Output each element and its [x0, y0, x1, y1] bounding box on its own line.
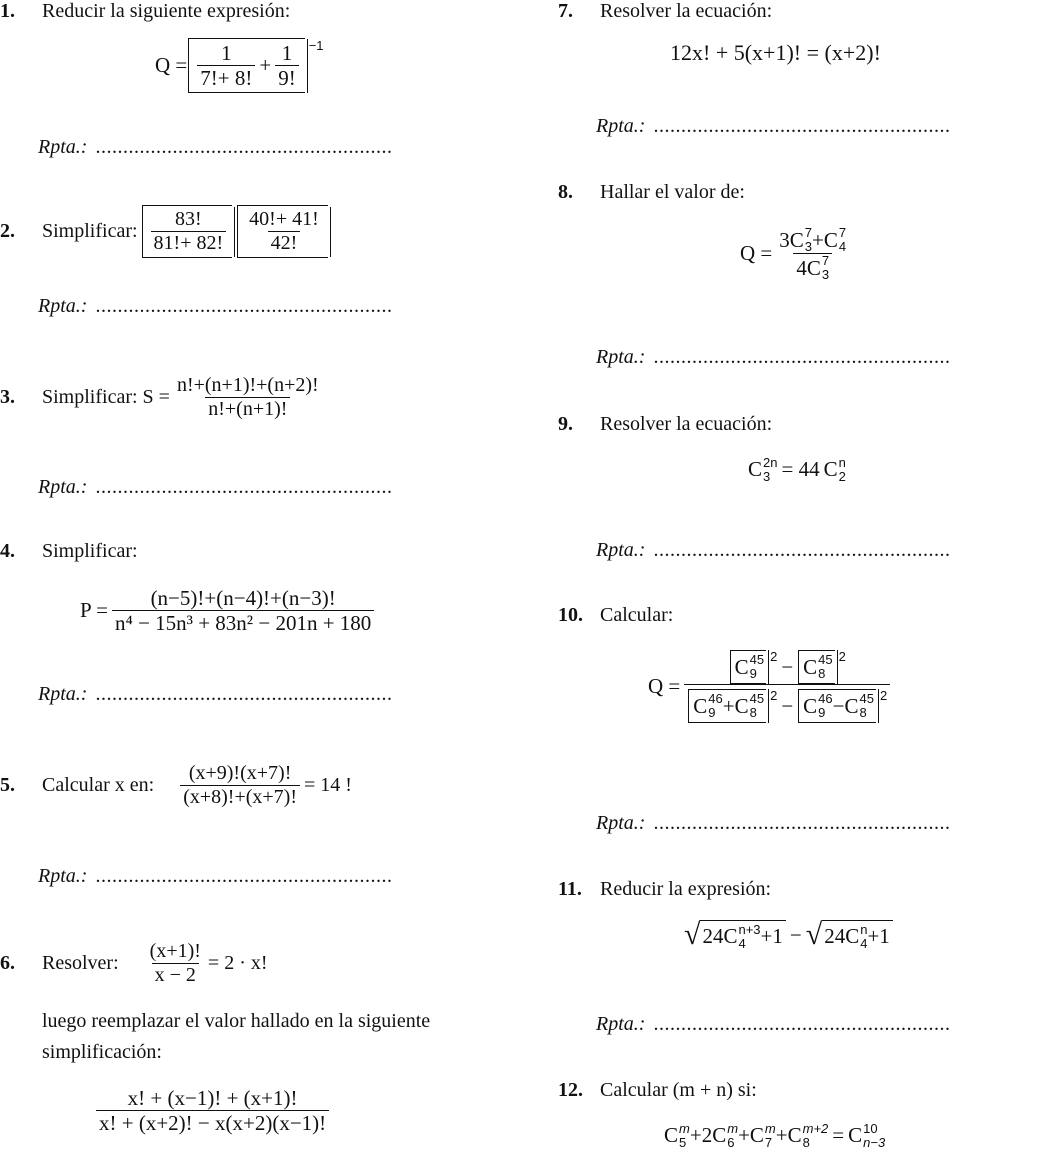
formula-lhs: Q = [740, 241, 773, 266]
coefficient: 3 [779, 227, 790, 252]
problem-number: 2. [0, 220, 15, 242]
bracket-group [798, 689, 876, 722]
combination [803, 692, 832, 719]
answer-line-11 [596, 1013, 950, 1036]
indices [727, 1122, 738, 1149]
subscript: 9 [749, 666, 757, 681]
fraction [246, 208, 322, 255]
numerator [726, 650, 849, 684]
problem-7-heading [558, 0, 772, 23]
subscript: 3 [804, 238, 813, 254]
bracket-group [730, 650, 766, 683]
indices [860, 692, 874, 719]
problem-title: Calcular: [600, 604, 674, 626]
fraction [174, 374, 322, 421]
numerator: (x+1)! [149, 940, 201, 962]
formula-lhs: Q = [155, 53, 188, 78]
superscript: 10 [863, 1121, 878, 1136]
plus-sign: + [722, 693, 735, 718]
answer-dots: ...................................................... [95, 683, 393, 705]
subscript: 6 [727, 1134, 735, 1150]
denominator: n!+(n+1)! [205, 397, 290, 421]
problem-number: 8. [558, 181, 573, 203]
problem-number: 11. [558, 878, 582, 900]
indices [860, 923, 867, 950]
superscript: m+2 [802, 1121, 829, 1136]
numerator: 83! [175, 208, 202, 230]
plus-sign: + [812, 227, 824, 252]
right-bracket [837, 650, 838, 684]
minus-sign: − [781, 693, 794, 718]
answer-line-4 [38, 683, 392, 706]
combination [790, 226, 812, 253]
denominator: 42! [268, 231, 301, 255]
answer-dots: ...................................................... [653, 346, 951, 368]
rpta-label: Rpta.: [596, 812, 646, 834]
c-symbol: C [823, 457, 838, 482]
fraction [684, 650, 890, 723]
plus-sign: + [689, 1123, 702, 1148]
minus-sign: − [781, 654, 794, 679]
numerator [776, 226, 849, 253]
plus-sign: + [775, 1123, 788, 1148]
problem-2-heading [0, 205, 332, 258]
problem-4-heading [0, 540, 138, 563]
superscript: m [727, 1121, 739, 1136]
combination [664, 1122, 690, 1149]
c-symbol: C [712, 1123, 727, 1148]
denominator: 81!+ 82! [151, 231, 227, 255]
indices [818, 692, 832, 719]
indices [763, 456, 777, 483]
answer-line-7 [596, 115, 950, 138]
left-bracket [188, 38, 304, 93]
indices [839, 456, 846, 483]
radicand [822, 920, 893, 950]
c-symbol: C [787, 1123, 802, 1148]
problem-number: 4. [0, 540, 15, 562]
rpta-label: Rpta.: [596, 1013, 646, 1035]
indices [805, 226, 812, 253]
bracket-group [798, 650, 834, 683]
exponent: 2 [879, 688, 888, 703]
superscript: n [838, 455, 846, 470]
answer-line-9 [596, 539, 950, 562]
problem-title: Simplificar: [42, 220, 138, 242]
denominator: (x+8)!+(x+7)! [180, 785, 300, 809]
problem-number: 9. [558, 413, 573, 435]
combination [735, 653, 764, 680]
minus-sign: − [832, 693, 845, 718]
indices [738, 923, 760, 950]
c-symbol: C [693, 693, 708, 718]
problem-11-formula [684, 920, 893, 950]
subscript: 8 [859, 705, 867, 720]
problem-number: 1. [0, 0, 15, 22]
numerator: (x+9)!(x+7)! [188, 762, 292, 784]
right-bracket [330, 207, 331, 257]
subscript: 9 [708, 705, 716, 720]
plus-one: +1 [760, 924, 783, 949]
combination [735, 692, 764, 719]
indices [750, 653, 764, 680]
equals-sign: = [832, 1123, 845, 1148]
answer-line-10 [596, 812, 950, 835]
problem-number: 5. [0, 774, 15, 796]
indices [803, 1122, 829, 1149]
indices [818, 653, 832, 680]
answer-dots: ...................................................... [653, 1013, 951, 1035]
square-root [806, 920, 893, 950]
rpta-label: Rpta.: [596, 115, 646, 137]
radicand [700, 920, 785, 950]
plus-sign: + [259, 53, 272, 78]
rpta-label: Rpta.: [38, 476, 88, 498]
coefficient: 24 [824, 924, 846, 949]
right-bracket [878, 689, 879, 723]
combination [824, 226, 846, 253]
answer-line-2 [38, 295, 392, 318]
fraction [197, 41, 255, 90]
problem-8-heading [558, 181, 745, 204]
problem-9-formula [748, 456, 846, 483]
superscript: 46 [818, 691, 833, 707]
formula-lhs: P = [80, 598, 108, 623]
subscript: 8 [818, 666, 826, 681]
coefficient: 2 [701, 1123, 713, 1148]
superscript: m [679, 1121, 690, 1136]
subscript: n−3 [863, 1134, 886, 1150]
c-symbol: C [723, 924, 738, 949]
rpta-label: Rpta.: [38, 865, 88, 887]
combination [844, 692, 873, 719]
problem-8-formula [740, 226, 853, 282]
answer-dots: ...................................................... [653, 115, 951, 137]
numerator: (n−5)!+(n−4)!+(n−3)! [150, 586, 336, 610]
right-bracket [768, 689, 769, 723]
superscript: 45 [818, 652, 833, 668]
denominator: x! + (x+2)! − x(x+2)(x−1)! [96, 1110, 329, 1135]
subscript: 8 [802, 1134, 810, 1150]
coefficient: 4 [796, 255, 807, 280]
c-symbol: C [734, 654, 749, 679]
superscript: n+3 [738, 922, 761, 937]
answer-dots: ...................................................... [95, 476, 393, 498]
superscript: 45 [749, 652, 765, 668]
problem-number: 10. [558, 604, 583, 626]
indices [679, 1122, 690, 1149]
problem-10-heading [558, 604, 673, 627]
problem-6-text-line-1: luego reemplazar el valor hallado en la siguiente [42, 1010, 431, 1032]
problem-7-equation: 12x! + 5(x+1)! = (x+2)! [670, 40, 881, 65]
equals-coefficient: = 44 [781, 457, 820, 482]
c-symbol: C [734, 693, 749, 718]
problem-12-formula [664, 1122, 885, 1149]
problem-title: Simplificar: [42, 540, 138, 562]
right-bracket [768, 650, 769, 684]
problem-title: Simplificar: S = [42, 386, 170, 408]
problem-6-heading [0, 940, 268, 987]
problem-number: 6. [0, 952, 15, 974]
denominator: 7!+ 8! [197, 65, 255, 90]
fraction [180, 762, 300, 809]
problem-6-formula-2 [92, 1086, 333, 1135]
combination [693, 692, 722, 719]
subscript: 4 [860, 935, 868, 951]
c-symbol: C [848, 1123, 863, 1148]
subscript: 2 [838, 468, 846, 484]
c-symbol: C [789, 227, 804, 252]
problem-12-heading [558, 1079, 757, 1102]
superscript: 7 [821, 253, 830, 269]
subscript: 3 [821, 266, 830, 282]
combination [824, 456, 846, 483]
bracket-group [688, 689, 766, 722]
subscript: 8 [749, 705, 757, 720]
c-symbol: C [664, 1123, 679, 1148]
indices [863, 1122, 885, 1149]
answer-dots: ...................................................... [653, 812, 951, 834]
combination [845, 923, 867, 950]
superscript: 2n [763, 455, 778, 470]
c-symbol: C [748, 457, 763, 482]
combination [750, 1122, 776, 1149]
combination [712, 1122, 738, 1149]
c-symbol: C [823, 227, 838, 252]
superscript: 45 [749, 691, 765, 707]
problem-5-heading [0, 762, 352, 809]
right-bracket [234, 207, 235, 257]
subscript: 9 [818, 705, 826, 720]
answer-dots: ...................................................... [95, 295, 393, 317]
denominator: n⁴ − 15n³ + 83n² − 201n + 180 [112, 610, 374, 635]
exponent: −1 [308, 38, 324, 53]
answer-line-3 [38, 476, 392, 499]
answer-line-8 [596, 346, 950, 369]
formula-rhs: = 14 ! [304, 774, 352, 796]
c-symbol: C [803, 693, 818, 718]
problem-11-heading [558, 878, 771, 901]
minus-sign: − [789, 922, 802, 947]
indices [822, 254, 829, 281]
rpta-label: Rpta.: [38, 136, 88, 158]
answer-line-5 [38, 865, 392, 888]
rpta-label: Rpta.: [596, 539, 646, 561]
numerator: 1 [221, 41, 232, 65]
problem-title: Calcular x en: [42, 774, 155, 796]
exponent: 2 [838, 649, 846, 664]
indices [765, 1122, 776, 1149]
combination [803, 653, 832, 680]
fraction [112, 586, 374, 635]
combination [723, 923, 760, 950]
subscript: 4 [838, 238, 847, 254]
radical-icon: √ [805, 918, 823, 952]
denominator: x − 2 [152, 963, 199, 987]
answer-line-1 [38, 136, 392, 159]
problem-1-formula [155, 38, 324, 93]
indices [708, 692, 722, 719]
coefficient: 24 [702, 924, 724, 949]
problem-3-heading [0, 374, 326, 421]
problem-6-text-line-2: simplificación: [42, 1041, 162, 1063]
fraction [776, 226, 849, 282]
c-symbol: C [845, 924, 860, 949]
superscript: 7 [838, 225, 847, 240]
combination [807, 254, 829, 281]
subscript: 3 [763, 468, 771, 484]
numerator: n!+(n+1)!+(n+2)! [176, 374, 319, 396]
superscript: 7 [804, 225, 813, 240]
right-bracket [307, 39, 308, 93]
numerator: 40!+ 41! [249, 208, 319, 230]
c-symbol: C [806, 255, 821, 280]
plus-one: +1 [867, 924, 890, 949]
subscript: 5 [679, 1134, 687, 1150]
problem-title: Reducir la siguiente expresión: [42, 0, 291, 22]
square-root [684, 920, 786, 950]
problem-4-formula [80, 586, 378, 635]
c-symbol: C [844, 693, 859, 718]
subscript: 7 [764, 1134, 773, 1150]
answer-dots: ...................................................... [95, 865, 393, 887]
problem-title: Hallar el valor de: [600, 181, 745, 203]
combination [748, 456, 777, 483]
problem-9-heading [558, 413, 772, 436]
bracket-group [142, 205, 233, 258]
combination [848, 1122, 885, 1149]
fraction [147, 940, 204, 987]
superscript: 45 [859, 691, 874, 707]
problem-10-formula [648, 650, 894, 723]
rpta-label: Rpta.: [38, 295, 88, 317]
rpta-label: Rpta.: [38, 683, 88, 705]
denominator [793, 253, 832, 281]
fraction [151, 208, 227, 255]
exponent: 2 [770, 688, 778, 703]
formula-rhs: = 2 · x! [207, 952, 268, 974]
problem-number: 7. [558, 0, 573, 22]
rpta-label: Rpta.: [596, 346, 646, 368]
problem-title: Reducir la expresión: [600, 878, 772, 900]
problem-number: 12. [558, 1079, 583, 1101]
indices [750, 692, 764, 719]
fraction [275, 41, 299, 90]
superscript: n [860, 922, 868, 937]
answer-dots: ...................................................... [95, 136, 393, 158]
radical-icon: √ [684, 918, 701, 952]
c-symbol: C [803, 654, 818, 679]
problem-title: Calcular (m + n) si: [600, 1079, 757, 1101]
fraction [96, 1086, 329, 1135]
combination [788, 1122, 829, 1149]
c-symbol: C [749, 1123, 764, 1148]
answer-dots: ...................................................... [653, 539, 951, 561]
bracket-group [237, 205, 328, 258]
superscript: 46 [708, 691, 723, 707]
numerator: 1 [281, 41, 293, 65]
problem-1-heading [0, 0, 290, 23]
exponent: 2 [770, 649, 778, 664]
denominator [684, 684, 890, 723]
plus-sign: + [738, 1123, 750, 1148]
subscript: 4 [738, 935, 746, 951]
indices [839, 226, 846, 253]
problem-title: Resolver: [42, 952, 119, 974]
formula-lhs: Q = [648, 674, 681, 698]
problem-number: 3. [0, 386, 15, 408]
superscript: m [764, 1121, 776, 1136]
denominator: 9! [275, 65, 299, 90]
numerator: x! + (x−1)! + (x+1)! [127, 1086, 298, 1110]
problem-title: Resolver la ecuación: [600, 413, 773, 435]
problem-title: Resolver la ecuación: [600, 0, 773, 22]
